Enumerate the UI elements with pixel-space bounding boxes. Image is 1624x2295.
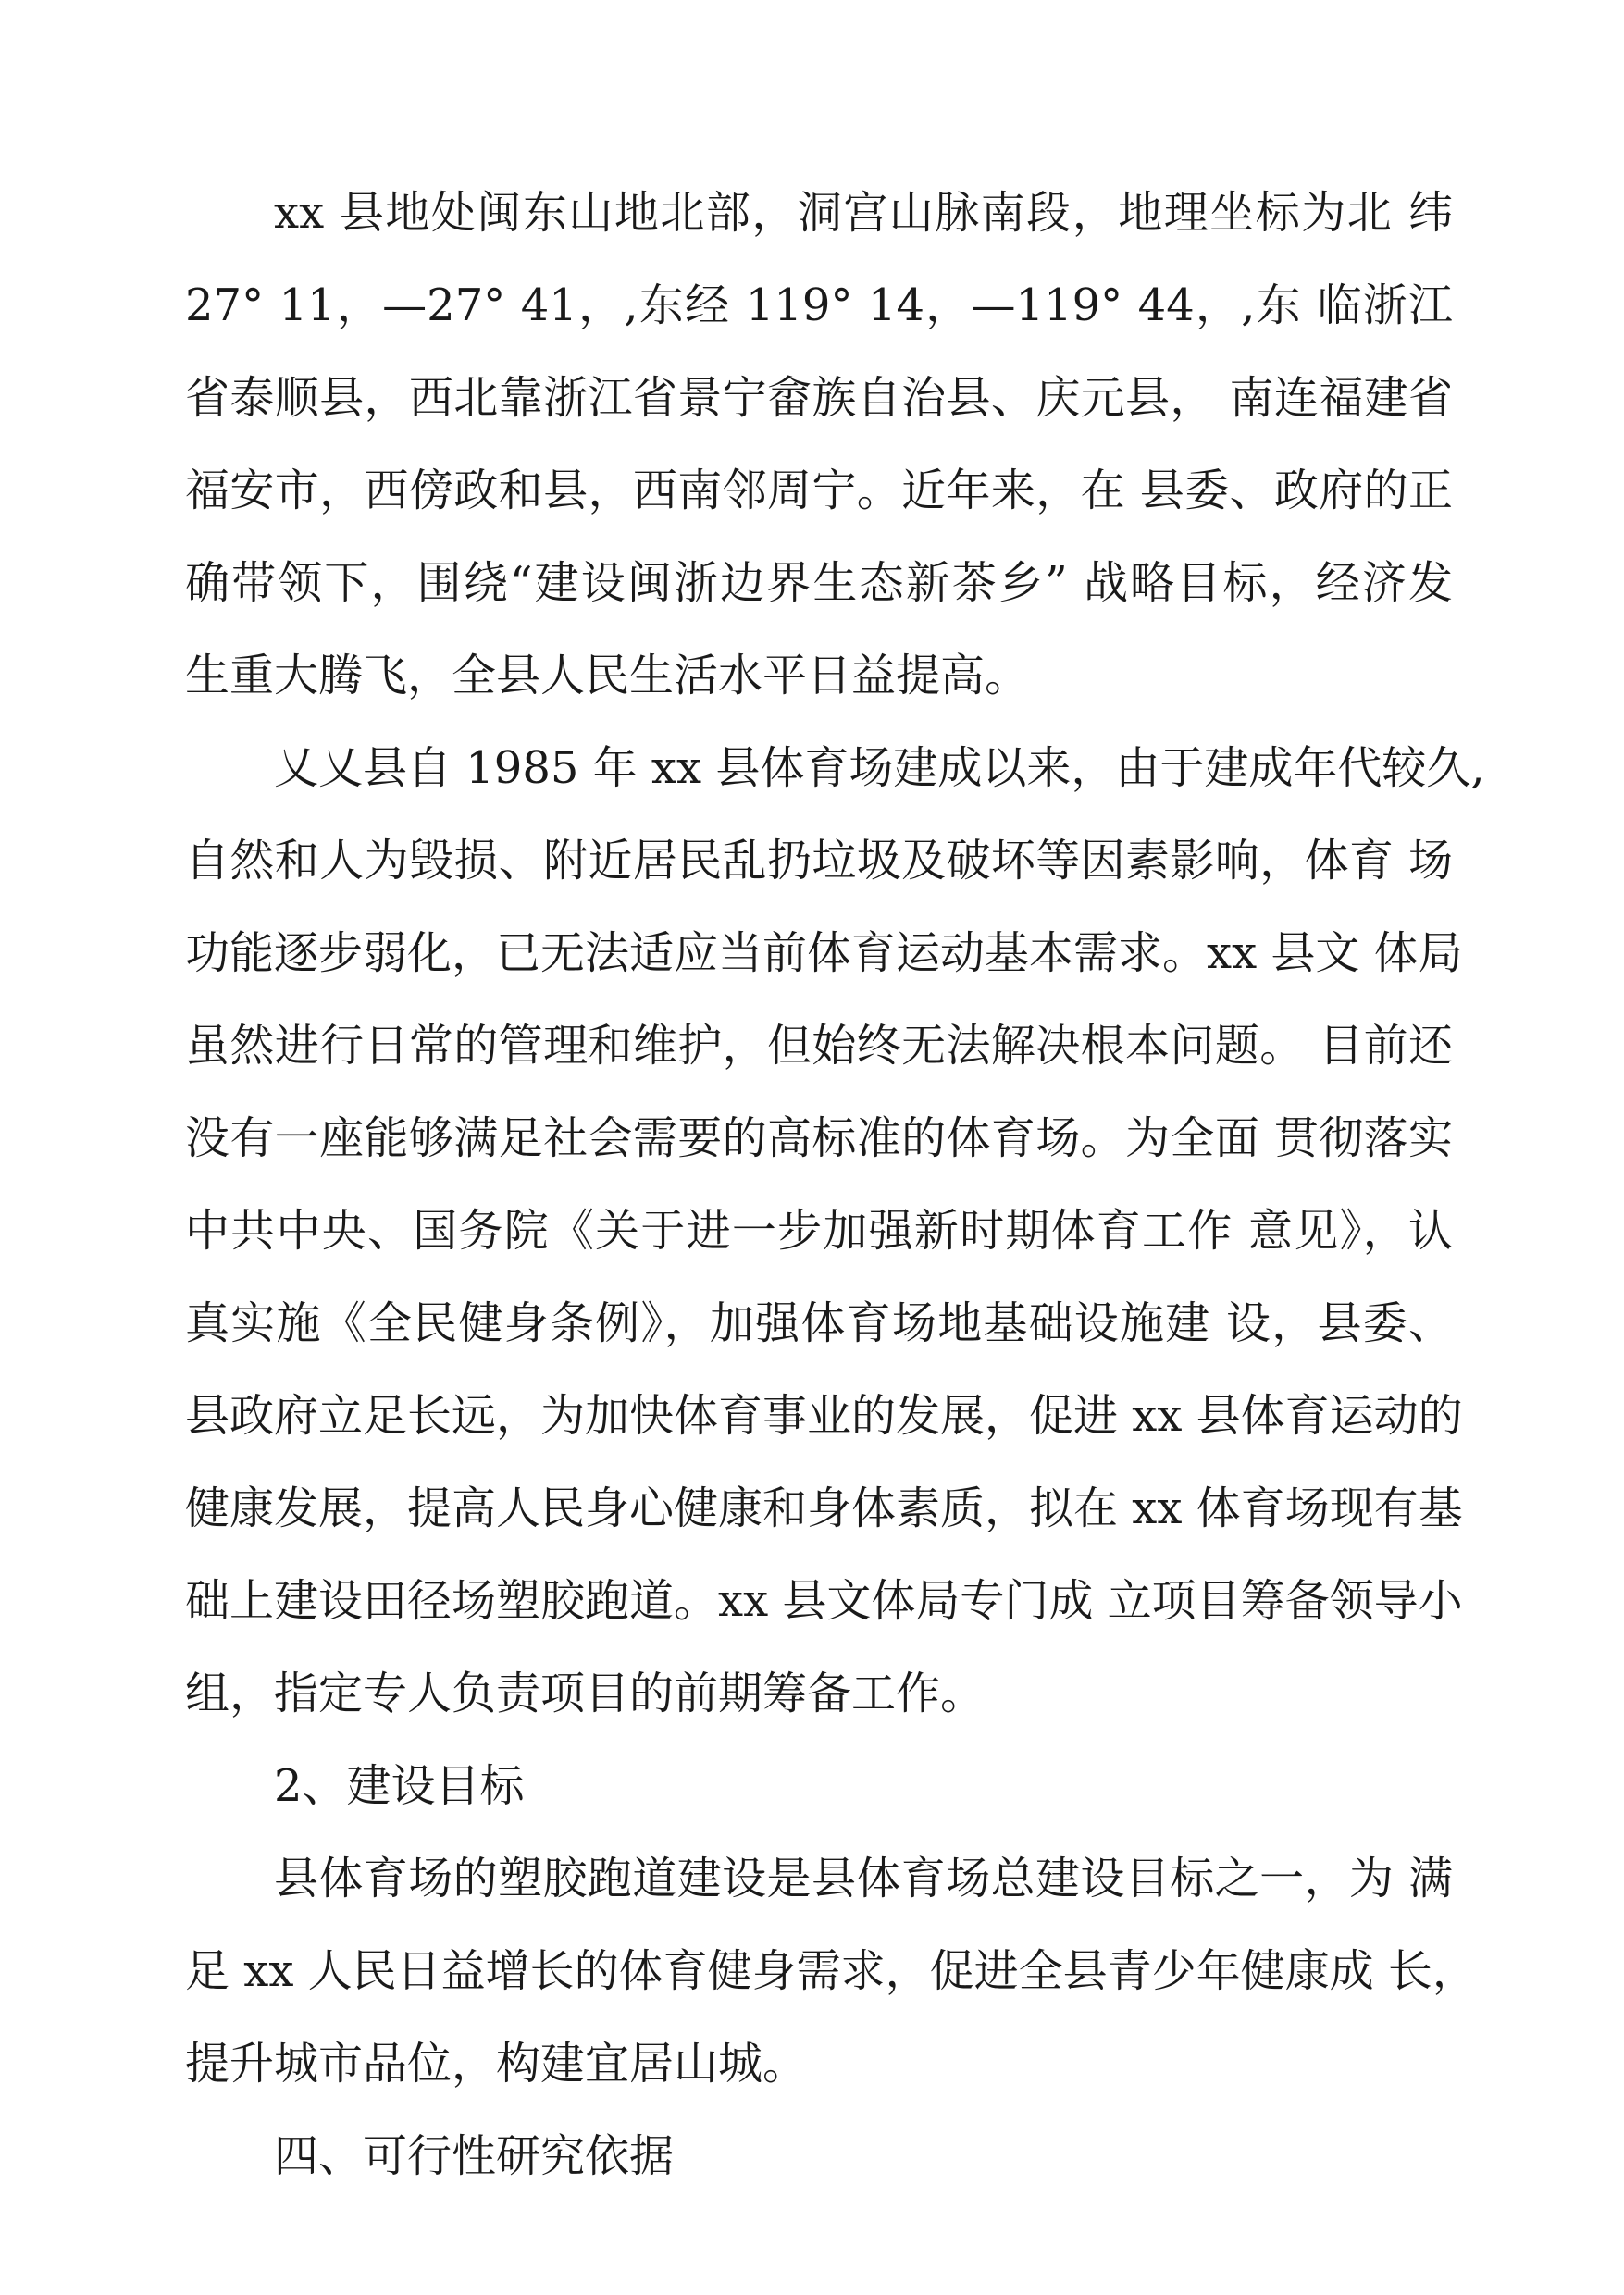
paragraph-location-line: xx 县地处闽东山地北部，洞宫山脉南段，地理坐标为北 纬: [274, 187, 1453, 239]
paragraph-location-line: 福安市，西傍政和县，西南邻周宁。近年来，在 县委、政府的正: [185, 465, 1453, 516]
paragraph-goal-line: 足 xx 人民日益增长的体育健身需求，促进全县青少年健康成 长，: [185, 1945, 1477, 1997]
paragraph-background-line: 县政府立足长远，为加快体育事业的发展，促进 xx 县体育运动的: [185, 1390, 1463, 1442]
paragraph-background-line: 中共中央、国务院《关于进一步加强新时期体育工作 意见》，认: [185, 1205, 1453, 1257]
paragraph-background-line: 健康发展，提高人民身心健康和身体素质，拟在 xx 体育场现有基: [185, 1482, 1463, 1534]
paragraph-location-line: 生重大腾飞，全县人民生活水平日益提高。: [185, 650, 1030, 701]
paragraph-background-line: 自然和人为毁损、附近居民乱扔垃圾及破坏等因素影响，体育 场: [185, 835, 1453, 887]
paragraph-background-line: 组，指定专人负责项目的前期筹备工作。: [185, 1668, 986, 1719]
paragraph-background-line: 真实施《全民健身条例》，加强体育场地基础设施建 设，县委、: [185, 1297, 1453, 1349]
paragraph-background-line: 乂乂县自 1985 年 xx 县体育场建成以来，由于建成年代较久,: [274, 742, 1485, 794]
paragraph-location-line: 省泰顺县，西北靠浙江省景宁畲族自治县、庆元县， 南连福建省: [185, 372, 1453, 424]
paragraph-goal-line: 县体育场的塑胶跑道建设是县体育场总建设目标之一，为 满: [274, 1853, 1453, 1904]
paragraph-background-line: 虽然进行日常的管理和维护，但始终无法解决根本问题。 目前还: [185, 1020, 1453, 1072]
paragraph-goal-line: 提升城市品位，构建宜居山城。: [185, 2038, 808, 2090]
paragraph-background-line: 础上建设田径场塑胶跑道。xx 县文体局专门成 立项目筹备领导小: [185, 1575, 1463, 1627]
paragraph-background-line: 没有一座能够满足社会需要的高标准的体育场。为全面 贯彻落实: [185, 1112, 1453, 1164]
section-heading: 2、建设目标: [274, 1760, 525, 1812]
paragraph-location-line: 确带领下，围绕“建设闽浙边界生态新茶乡” 战略目标，经济发: [185, 557, 1453, 609]
section-heading: 四、可行性研究依据: [274, 2130, 675, 2182]
paragraph-location-line: 27° 11，—27° 41，,东经 119° 14，—119° 44，,东 临浙江: [185, 279, 1453, 331]
paragraph-background-line: 功能逐步弱化，已无法适应当前体育运动基本需求。xx 县文 体局: [185, 927, 1463, 979]
